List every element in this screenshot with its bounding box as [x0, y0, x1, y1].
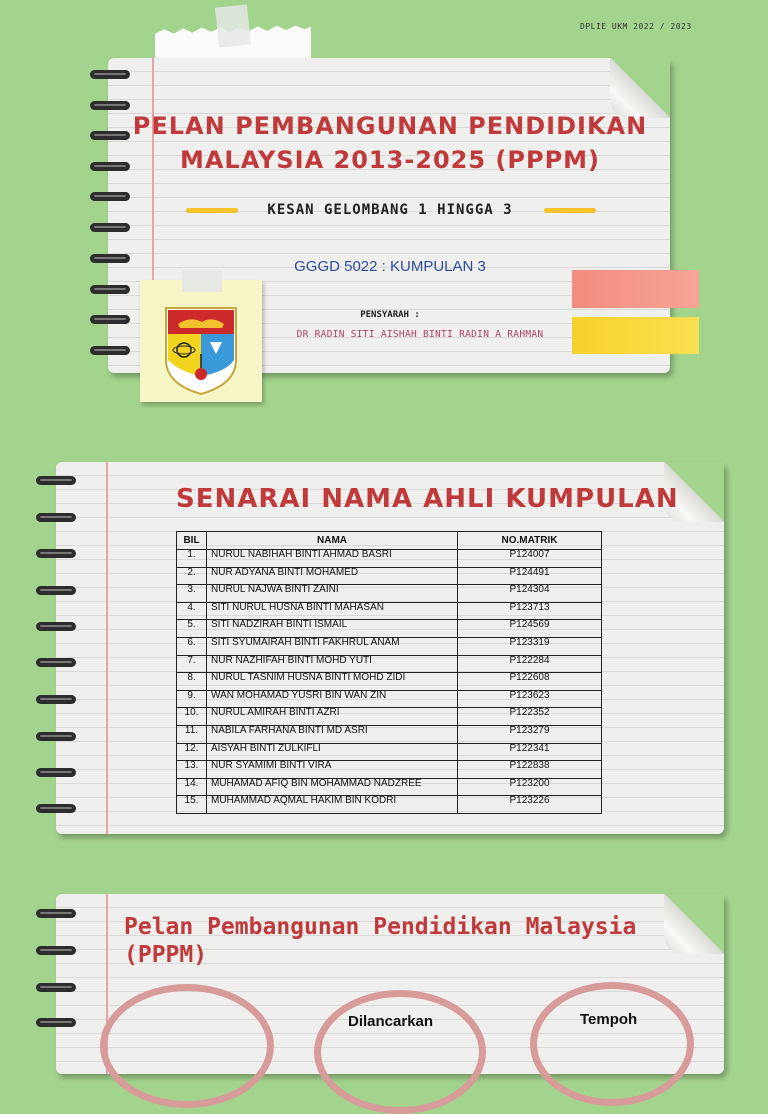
cell-matrik: P123623: [458, 690, 602, 708]
members-title: SENARAI NAMA AHLI KUMPULAN: [176, 484, 679, 514]
cell-matrik: P124304: [458, 585, 602, 603]
table-row: [177, 708, 602, 726]
table-row: [177, 620, 602, 638]
cell-bil: 14.: [177, 778, 207, 796]
table-row: [177, 637, 602, 655]
cell-matrik: P122608: [458, 673, 602, 691]
outline-circle: [314, 990, 486, 1114]
cell-bil: 9.: [177, 690, 207, 708]
cell-nama: NURUL TASNIM HUSNA BINTI MOHD ZIDI: [207, 673, 458, 691]
table-row: [177, 743, 602, 761]
column-header-nama: NAMA: [207, 532, 458, 550]
corner-text: DPLIE UKM 2022 / 2023: [580, 22, 692, 31]
table-row: [177, 550, 602, 568]
cell-matrik: P122284: [458, 655, 602, 673]
cell-matrik: P123713: [458, 602, 602, 620]
cell-nama: WAN MOHAMAD YUSRI BIN WAN ZIN: [207, 690, 458, 708]
column-header-bil: BIL: [177, 532, 207, 550]
table-row: [177, 778, 602, 796]
margin-line: [106, 462, 108, 834]
table-row: [177, 796, 602, 814]
cell-nama: SITI SYUMAIRAH BINTI FAKHRUL ANAM: [207, 637, 458, 655]
cover-title-line1: PELAN PEMBANGUNAN PENDIDIKAN: [132, 112, 648, 140]
cell-matrik: P122352: [458, 708, 602, 726]
table-row: [177, 585, 602, 603]
cell-nama: AISYAH BINTI ZULKIFLI: [207, 743, 458, 761]
cell-nama: MUHAMAD AFIQ BIN MOHAMMAD NADZREE: [207, 778, 458, 796]
cover-subtitle: KESAN GELOMBANG 1 HINGGA 3: [267, 202, 513, 218]
cell-bil: 5.: [177, 620, 207, 638]
page-curl: [664, 894, 724, 954]
table-row: [177, 602, 602, 620]
cell-nama: SITI NADZIRAH BINTI ISMAIL: [207, 620, 458, 638]
cell-matrik: P124007: [458, 550, 602, 568]
cell-matrik: P122341: [458, 743, 602, 761]
outline-circle: [100, 984, 274, 1108]
cell-bil: 13.: [177, 761, 207, 779]
cell-bil: 8.: [177, 673, 207, 691]
cell-matrik: P123319: [458, 637, 602, 655]
cell-nama: NABILA FARHANA BINTI MD ASRI: [207, 725, 458, 743]
accent-dash-left: [186, 208, 238, 213]
cell-bil: 10.: [177, 708, 207, 726]
table-row: [177, 673, 602, 691]
table-row: [177, 567, 602, 585]
cell-nama: MUHAMMAD AQMAL HAKIM BIN KODRI: [207, 796, 458, 814]
page-curl: [610, 58, 670, 118]
table-row: [177, 690, 602, 708]
course-code: GGGD 5022 : KUMPULAN 3: [294, 258, 486, 275]
cell-bil: 4.: [177, 602, 207, 620]
pppm-title: [124, 913, 636, 969]
cell-matrik: P123279: [458, 725, 602, 743]
cell-bil: 1.: [177, 550, 207, 568]
cell-bil: 15.: [177, 796, 207, 814]
cell-nama: SITI NURUL HUSNA BINTI MAHASAN: [207, 602, 458, 620]
tape-strip: [215, 4, 251, 47]
cell-bil: 6.: [177, 637, 207, 655]
cell-nama: NUR ADYANA BINTI MOHAMED: [207, 567, 458, 585]
cell-bil: 3.: [177, 585, 207, 603]
table-header-row: [177, 532, 602, 550]
sticky-note-pink: [572, 270, 699, 308]
cell-nama: NURUL NABIHAH BINTI AHMAD BASRI: [207, 550, 458, 568]
pppm-title-line1: Pelan Pembangunan Pendidikan Malaysia: [124, 914, 637, 940]
lecturer-label: PENSYARAH :: [360, 310, 420, 320]
circle-label-dilancarkan: Dilancarkan: [348, 1013, 434, 1030]
cell-matrik: P124569: [458, 620, 602, 638]
members-table: [176, 531, 602, 814]
crest-note: [140, 280, 262, 402]
lecturer-name: DR RADIN SITI AISHAH BINTI RADIN A RAHMAN: [296, 329, 544, 340]
cell-bil: 11.: [177, 725, 207, 743]
cell-bil: 2.: [177, 567, 207, 585]
circle-label-tempoh: Tempoh: [580, 1011, 638, 1028]
outline-circle: [530, 982, 694, 1106]
column-header-matrik: NO.MATRIK: [458, 532, 602, 550]
table-row: [177, 725, 602, 743]
cell-matrik: P122838: [458, 761, 602, 779]
sticky-note-yellow: [572, 317, 699, 354]
university-crest-icon: [140, 280, 262, 402]
table-row: [177, 655, 602, 673]
cell-nama: NURUL NAJWA BINTI ZAINI: [207, 585, 458, 603]
pppm-title-line2: (PPPM): [124, 942, 208, 968]
cell-matrik: P123200: [458, 778, 602, 796]
cover-title-line2: MALAYSIA 2013-2025 (PPPM): [179, 146, 601, 174]
cell-bil: 12.: [177, 743, 207, 761]
table-row: [177, 761, 602, 779]
members-table-body: [177, 550, 602, 814]
tape-strip: [182, 270, 222, 292]
cell-bil: 7.: [177, 655, 207, 673]
cell-matrik: P123226: [458, 796, 602, 814]
cell-matrik: P124491: [458, 567, 602, 585]
cell-nama: NURUL AMIRAH BINTI AZRI: [207, 708, 458, 726]
cell-nama: NUR NAZHIFAH BINTI MOHD YUTI: [207, 655, 458, 673]
cell-nama: NUR SYAMIMI BINTI VIRA: [207, 761, 458, 779]
accent-dash-right: [544, 208, 596, 213]
